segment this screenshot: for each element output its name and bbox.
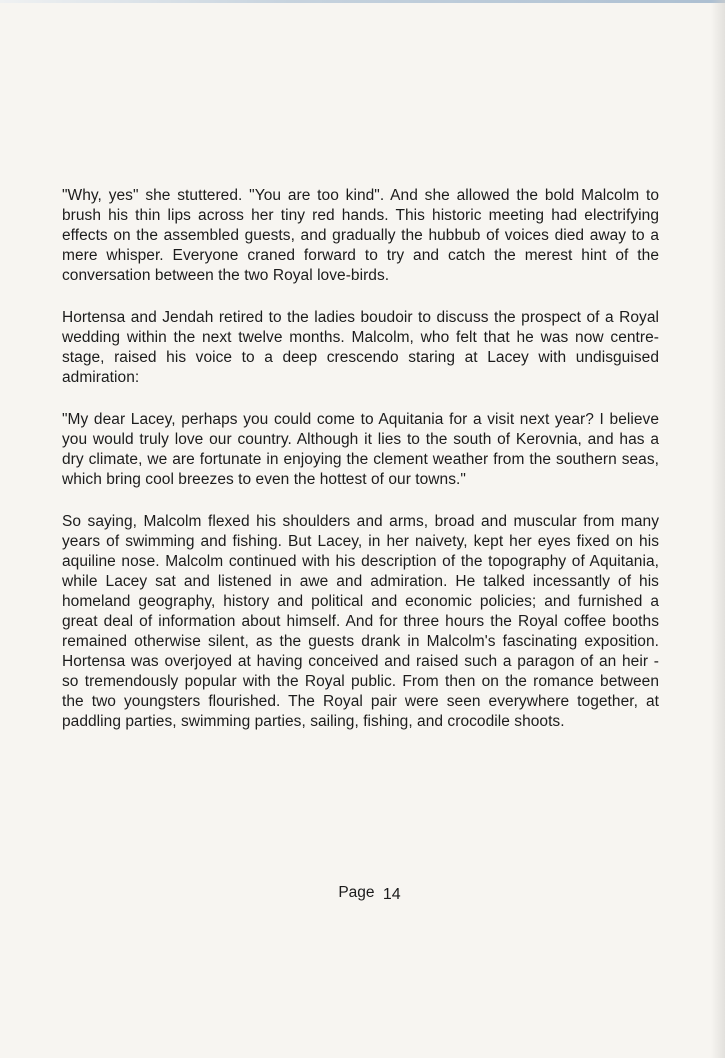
paragraph-3: "My dear Lacey, perhaps you could come to Aquitania for a visit next year? I believe you would truly love our country. Although it lies to the south of Kerovnia, and has a dry climate, we are fortunate in enjoying the clement weather from the southern seas, which bring cool breezes to even the hottest of our towns.": [62, 411, 659, 488]
paragraph-4: So saying, Malcolm flexed his shoulders and arms, broad and muscular from many years of swimming and fishing. But Lacey, in her naivety, kept her eyes fixed on his aquiline nose. Malcolm continued with his description of the topography of Aquitania, while Lacey sat and listened in awe and admiration. He talked incessantly of his homeland geography, history and political and economic policies; and furnished a great deal of information about himself. And for three hours the Royal coffee booths remained otherwise silent, as the guests drank in Malcolm's fascinating exposition. Hortensa was overjoyed at having conceived and raised such a paragon of an heir - so tremendously popular with the Royal public. From then on the romance between the two youngsters flourished. The Royal pair were seen everywhere together, at paddling parties, swimming parties, sailing, fishing, and crocodile shoots.: [62, 513, 659, 730]
paragraph-2: Hortensa and Jendah retired to the ladies boudoir to discuss the prospect of a Royal wedding within the next twelve months. Malcolm, who felt that he was now centre-stage, raised his voice to a deep crescendo staring at Lacey with undisguised admiration:: [62, 309, 659, 386]
page-footer: [0, 884, 725, 902]
page-label: Page: [338, 884, 375, 901]
page-number: 14: [382, 886, 401, 903]
body-text: [62, 186, 659, 754]
paragraph-1: "Why, yes" she stuttered. "You are too kind". And she allowed the bold Malcolm to brush his thin lips across her tiny red hands. This historic meeting had electrifying effects on the assembled guests, and gradually the hubbub of voices died away to a mere whisper. Everyone craned forward to try and catch the merest hint of the conversation between the two Royal love-birds.: [62, 187, 659, 284]
page-top-edge: [0, 0, 725, 3]
